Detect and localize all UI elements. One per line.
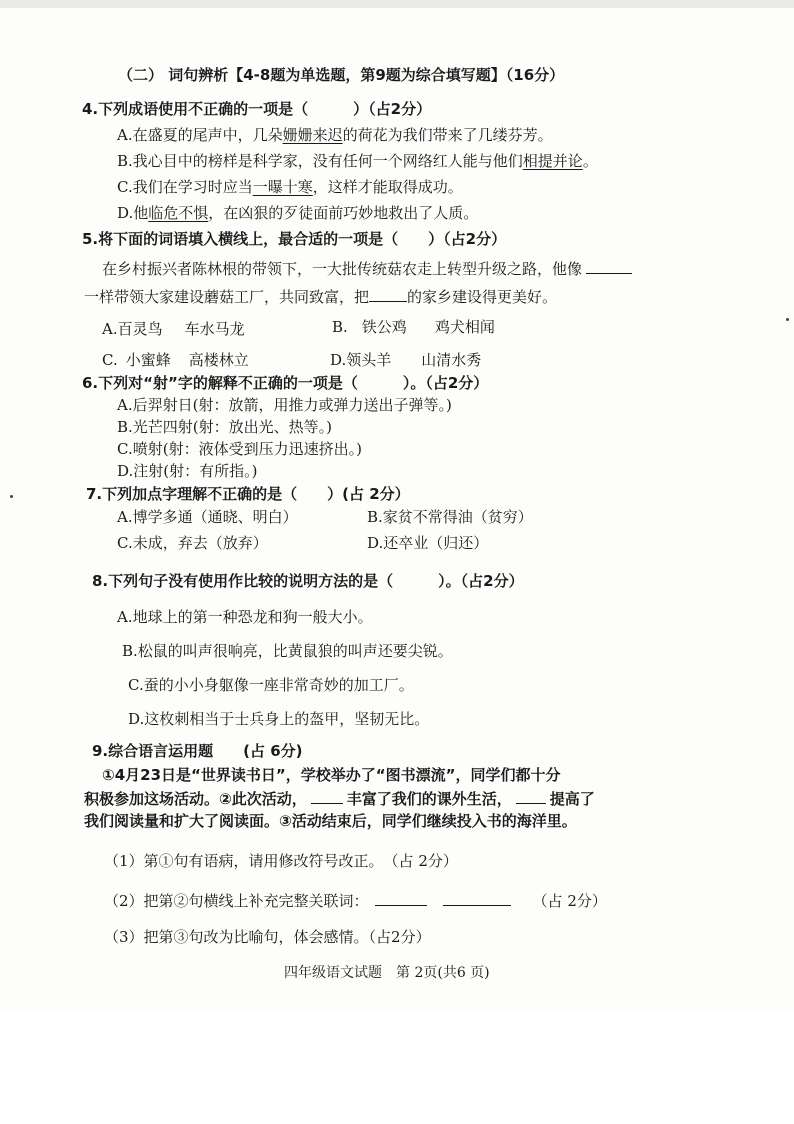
q5-option-d [330, 349, 481, 371]
q8-option-d: D.这枚刺相当于士兵身上的盔甲，坚韧无比。 [128, 710, 430, 728]
q5-blank-2[interactable] [369, 287, 407, 302]
q9-passage-blank-1[interactable] [311, 789, 343, 804]
scan-border [0, 0, 794, 8]
q6-option-d: D.注射(射：有所指。) [117, 462, 258, 480]
q4-d-idiom: 临危不惧 [148, 204, 209, 222]
q7-option-b: B.家贫不常得油（贫穷） [367, 508, 533, 526]
page-footer: 四年级语文试题 第 2页(共6 页) [284, 965, 490, 981]
q4-option-d [117, 202, 478, 224]
q4-a-pre: A.在盛夏的尾声中，几朵 [117, 126, 283, 144]
q9-p2-pre: 积极参加这场活动。②此次活动， [84, 790, 307, 808]
q6-stem: 6.下列对“射”字的解释不正确的一项是（ ）。（占2分） [82, 374, 489, 392]
q9-passage-line3: 我们阅读量和扩大了阅读面。③活动结束后，同学们继续投入书的海洋里。 [84, 812, 577, 830]
q4-b-post: 。 [582, 152, 598, 170]
q8-option-c: C.蚕的小小身躯像一座非常奇妙的加工厂。 [128, 676, 414, 694]
q7-option-d: D.还卒业（归还） [367, 534, 489, 552]
q5-passage-line2 [84, 286, 557, 308]
q5-d-label: D. [330, 351, 347, 369]
q8-stem: 8.下列句子没有使用作比较的说明方法的是（ ）。（占2分） [92, 572, 524, 590]
q9-passage-line1: ①4月23日是“世界读书日”，学校举办了“图书漂流”，同学们都十分 [102, 766, 561, 784]
q5-p2-pre: 一样带领大家建设蘑菇工厂，共同致富，把 [84, 288, 370, 306]
scan-speck [10, 495, 13, 498]
q5-a-word2: 车水马龙 [184, 320, 245, 338]
q5-option-a [102, 318, 245, 340]
q5-option-b [332, 316, 495, 338]
q5-d-word2: 山清水秀 [421, 351, 482, 369]
q6-option-b: B.光芒四射(射：放出光、热等。) [117, 418, 332, 436]
q9-sub-1: （1）第①句有语病，请用修改符号改正。 （占 2分） [104, 852, 458, 870]
q4-stem: 4.下列成语使用不正确的一项是（ ）（占2分） [82, 100, 432, 118]
q5-b-word2: 鸡犬相闻 [434, 318, 495, 336]
q8-option-a: A.地球上的第一种恐龙和狗一般大小。 [117, 608, 373, 626]
q6-option-c: C.喷射(射：液体受到压力迅速挤出。) [117, 440, 362, 458]
q5-p2-post: 的家乡建设得更美好。 [407, 288, 558, 306]
q5-passage-line1 [102, 258, 632, 280]
q7-option-c: C.未成，弃去（放弃） [117, 534, 268, 552]
q5-blank-1[interactable] [586, 259, 632, 274]
q6-option-a: A.后羿射日(射：放箭，用推力或弹力送出子弹等。) [117, 396, 452, 414]
q9-conj-blank-1[interactable] [375, 891, 427, 906]
q4-c-pre: C.我们在学习时应当 [117, 178, 253, 196]
q4-a-idiom: 姗姗来迟 [282, 126, 343, 144]
q4-c-idiom: 一曝十寒 [252, 178, 313, 196]
q9-stem: 9.综合语言运用题 (占 6分) [92, 742, 303, 760]
q9-p2-mid: 丰富了我们的课外生活， [346, 790, 512, 808]
scan-speck [786, 318, 789, 321]
q9-conj-blank-2[interactable] [443, 891, 511, 906]
q4-c-post: ，这样才能取得成功。 [312, 178, 463, 196]
q4-option-c [117, 176, 463, 198]
q4-option-b [117, 150, 598, 172]
q9-sub-2 [104, 890, 607, 912]
q4-option-a [117, 124, 553, 146]
q9-p2-post: 提高了 [549, 790, 595, 808]
q9-sub-3: （3）把第③句改为比喻句，体会感情。（占2分） [104, 928, 431, 946]
q5-p1-text: 在乡村振兴者陈林根的带领下，一大批传统菇农走上转型升级之路，他像 [102, 260, 583, 278]
q9-s2-post: （占 2分） [532, 892, 607, 910]
q7-option-a: A.博学多通（通晓、明白） [117, 508, 298, 526]
q5-c-label: C. [102, 351, 118, 369]
q5-b-label: B. [332, 318, 348, 336]
section-title: （二） 词句辨析【4-8题为单选题，第9题为综合填写题】（16分） [118, 66, 565, 84]
q5-c-word1: 小蜜蜂 [125, 351, 171, 369]
q9-s2-pre: （2）把第②句横线上补充完整关联词： [104, 892, 369, 910]
q5-a-word1: 百灵鸟 [117, 320, 163, 338]
q7-stem: 7.下列加点字理解不正确的是（ ）(占 2分） [86, 485, 410, 503]
q5-b-word1: 铁公鸡 [361, 318, 407, 336]
q4-b-pre: B.我心目中的榜样是科学家，没有任何一个网络红人能与他们 [117, 152, 523, 170]
q4-d-pre: D.他 [117, 204, 149, 222]
q9-passage-blank-2[interactable] [516, 789, 546, 804]
q4-d-post: ，在凶狠的歹徒面前巧妙地救出了人质。 [208, 204, 479, 222]
q5-stem: 5.将下面的词语填入横线上，最合适的一项是（ ）（占2分） [82, 230, 507, 248]
q9-passage-line2 [84, 788, 595, 810]
q4-a-post: 的荷花为我们带来了几缕芬芳。 [342, 126, 553, 144]
q5-option-c [102, 349, 249, 371]
blank-margin [0, 1010, 794, 1124]
q8-option-b: B.松鼠的叫声很响亮，比黄鼠狼的叫声还要尖锐。 [122, 642, 453, 660]
q5-d-word1: 领头羊 [346, 351, 392, 369]
q5-c-word2: 高楼林立 [188, 351, 249, 369]
q5-a-label: A. [102, 320, 118, 338]
q4-b-idiom: 相提并论 [522, 152, 583, 170]
